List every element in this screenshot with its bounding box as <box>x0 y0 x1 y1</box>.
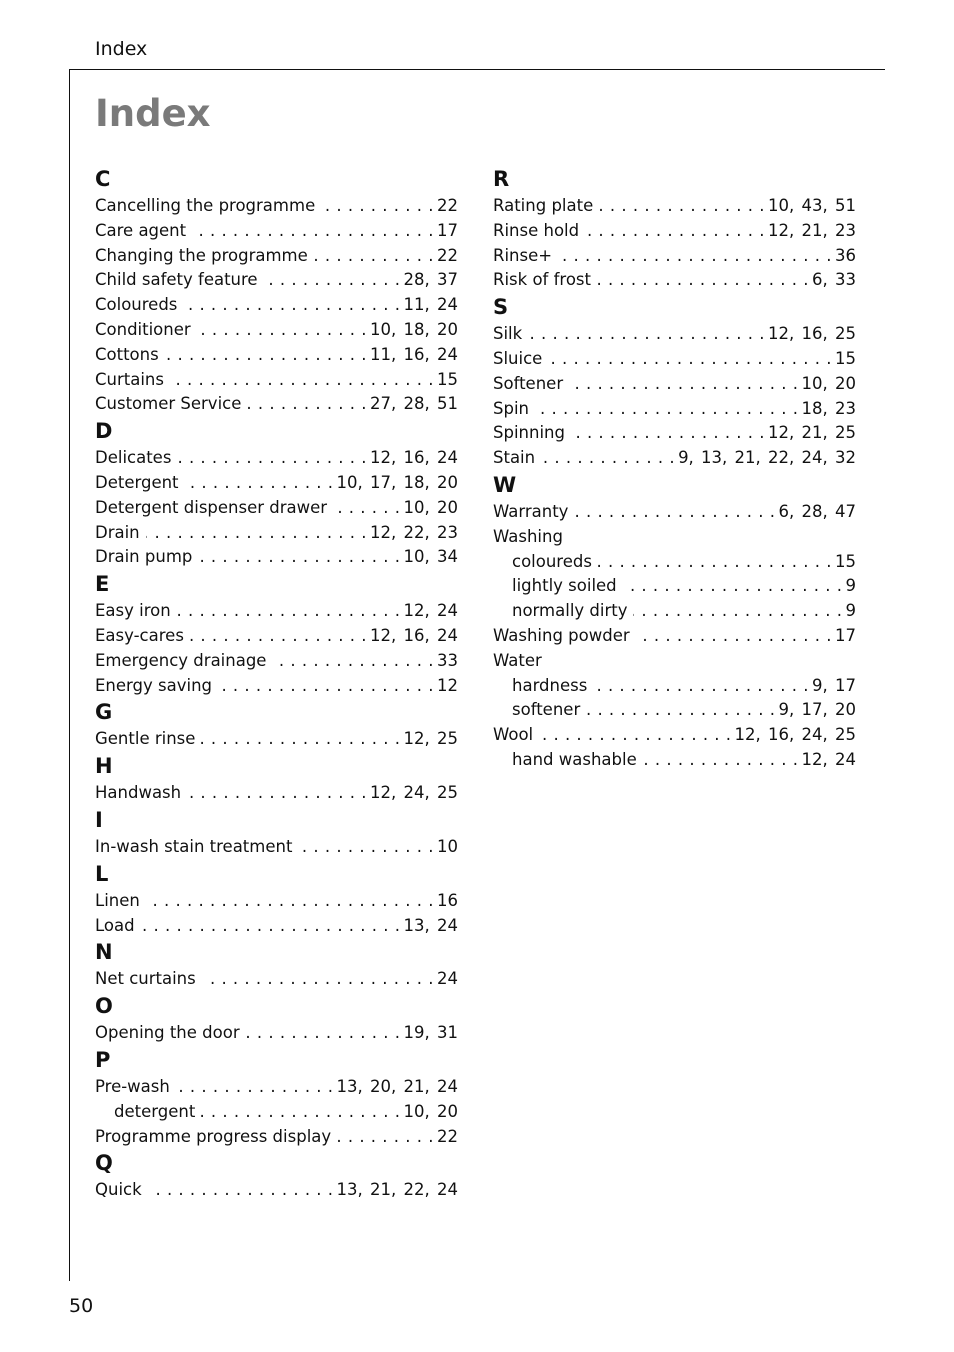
index-page-refs: 6, 28, 47 <box>778 501 856 521</box>
index-entry <box>95 727 458 752</box>
index-letter-heading: Q <box>95 1151 113 1176</box>
index-term: Rinse+ <box>493 245 553 265</box>
index-entry <box>493 397 856 422</box>
index-term: Stain <box>493 448 536 468</box>
index-page-refs: 9 <box>845 576 856 596</box>
index-term: normally dirty <box>512 601 628 621</box>
dot-leader <box>593 674 809 699</box>
dot-leader <box>541 446 675 471</box>
index-page-refs: 16 <box>437 890 458 910</box>
index-page-refs: 22 <box>437 245 458 265</box>
dot-leader <box>246 1021 401 1046</box>
index-letter-heading: L <box>95 861 109 886</box>
index-page-refs: 10 <box>437 836 458 856</box>
index-letter-heading: G <box>95 700 113 725</box>
index-page-refs: 9, 17, 20 <box>778 700 856 720</box>
index-entry <box>493 421 856 446</box>
index-page-refs: 12, 24 <box>801 749 856 769</box>
index-term: Washing powder <box>493 625 630 645</box>
index-term: Programme progress display <box>95 1126 332 1146</box>
index-page-refs: 10, 20 <box>403 497 458 517</box>
index-term: Risk of frost <box>493 270 591 290</box>
index-entry <box>493 322 856 347</box>
index-entry <box>95 967 458 992</box>
index-entry <box>493 446 856 471</box>
index-term: Washing <box>493 526 563 546</box>
dot-leader <box>636 624 832 649</box>
dot-leader <box>528 322 765 347</box>
index-subentry <box>493 550 856 575</box>
index-page-refs: 12, 21, 23 <box>768 220 856 240</box>
index-entry <box>95 268 458 293</box>
index-page-refs: 36 <box>835 245 856 265</box>
index-letter-heading: R <box>493 167 510 191</box>
index-letter-heading: E <box>95 572 110 597</box>
index-page-refs: 12, 16, 24, 25 <box>734 725 856 745</box>
index-entry <box>95 1021 458 1046</box>
index-page-refs: 15 <box>835 551 856 571</box>
index-page-refs: 17 <box>437 220 458 240</box>
index-page-refs: 6, 33 <box>812 270 856 290</box>
index-page-refs: 9, 13, 21, 22, 24, 32 <box>678 448 856 468</box>
index-term: Drain pump <box>95 547 193 567</box>
index-entry <box>493 525 856 550</box>
index-column-right <box>493 165 856 773</box>
index-entry <box>95 1178 458 1203</box>
index-letter-heading: O <box>95 994 113 1019</box>
index-term: Changing the programme <box>95 245 308 265</box>
index-entry <box>95 496 458 521</box>
index-entry <box>95 318 458 343</box>
dot-leader <box>198 545 400 570</box>
dot-leader <box>201 727 400 752</box>
index-term: Gentle rinse <box>95 729 196 749</box>
index-term: Easy iron <box>95 601 171 621</box>
dot-leader <box>146 889 434 914</box>
dot-leader <box>558 244 832 269</box>
dot-leader <box>337 1125 434 1150</box>
index-entry <box>95 624 458 649</box>
index-entry <box>493 347 856 372</box>
index-term: Emergency drainage <box>95 650 267 670</box>
index-page-refs: 10, 43, 51 <box>768 196 856 215</box>
index-entry <box>493 372 856 397</box>
index-entry <box>95 545 458 570</box>
index-entry <box>95 219 458 244</box>
index-term: Conditioner <box>95 319 191 339</box>
index-page-refs: 13, 24 <box>403 915 458 935</box>
index-page-refs: 19, 31 <box>403 1023 458 1043</box>
index-entry <box>493 500 856 525</box>
index-term: Customer Service <box>95 394 242 414</box>
index-page-refs: 9, 17 <box>812 675 856 695</box>
index-page-refs: 12, 25 <box>403 729 458 749</box>
index-term: Handwash <box>95 783 182 803</box>
page-number: 50 <box>69 1295 94 1317</box>
index-letter-heading: S <box>493 295 509 320</box>
index-page-refs: 12, 16, 24 <box>370 625 458 645</box>
index-term: Care agent <box>95 220 187 240</box>
index-letter-heading: W <box>493 472 517 497</box>
running-header: Index <box>95 38 148 60</box>
index-entry <box>95 835 458 860</box>
dot-leader <box>177 599 401 624</box>
index-entry <box>95 194 458 219</box>
index-letter-heading: P <box>95 1047 111 1072</box>
index-term: Delicates <box>95 448 172 468</box>
dot-leader <box>247 392 367 417</box>
dot-leader <box>586 698 775 723</box>
index-term: Silk <box>493 324 523 344</box>
dot-leader <box>202 967 434 992</box>
index-page-refs: 11, 24 <box>403 295 458 315</box>
dot-leader <box>598 550 832 575</box>
index-page-refs: 10, 17, 18, 20 <box>336 472 458 492</box>
index-term: In-wash stain treatment <box>95 836 293 856</box>
index-subentry <box>493 674 856 699</box>
index-page-refs: 22 <box>437 1126 458 1146</box>
index-page-refs: 12, 16, 24 <box>370 448 458 468</box>
dot-leader <box>597 268 809 293</box>
index-entry <box>95 649 458 674</box>
dot-leader <box>535 397 799 422</box>
index-column-left <box>95 165 458 1203</box>
dot-leader <box>569 372 798 397</box>
index-entry <box>493 219 856 244</box>
index-term: Water <box>493 650 542 670</box>
page-title: Index <box>95 92 211 135</box>
dot-leader <box>177 446 367 471</box>
index-term: Sluice <box>493 348 543 368</box>
index-term: Softener <box>493 373 564 393</box>
dot-leader <box>141 914 401 939</box>
dot-leader <box>585 219 765 244</box>
index-page-refs: 10, 18, 20 <box>370 319 458 339</box>
index-entry <box>95 521 458 546</box>
dot-leader <box>148 1178 334 1203</box>
dot-leader <box>643 748 799 773</box>
index-letter-heading: D <box>95 419 113 444</box>
dot-leader <box>333 496 400 521</box>
index-entry <box>95 446 458 471</box>
index-term: Spin <box>493 398 529 418</box>
dot-leader <box>633 599 842 624</box>
dot-leader <box>298 835 434 860</box>
index-page-refs: 11, 16, 24 <box>370 344 458 364</box>
dot-leader <box>165 343 367 368</box>
index-entry <box>493 244 856 269</box>
index-page-refs: 28, 37 <box>403 270 458 290</box>
dot-leader <box>539 723 731 748</box>
dot-leader <box>574 500 775 525</box>
dot-leader <box>218 674 434 699</box>
index-subentry <box>493 748 856 773</box>
index-subentry <box>493 574 856 599</box>
index-entry <box>95 1075 458 1100</box>
header-rule <box>69 69 885 70</box>
index-letter-heading: C <box>95 167 111 191</box>
index-subentry <box>493 599 856 624</box>
index-entry <box>95 293 458 318</box>
index-page-refs: 13, 20, 21, 24 <box>336 1076 458 1096</box>
index-term: Cancelling the programme <box>95 196 316 215</box>
dot-leader <box>201 1100 400 1125</box>
index-term: coloureds <box>512 551 592 571</box>
dot-leader <box>192 219 434 244</box>
index-term: Detergent <box>95 472 179 492</box>
index-term: Drain <box>95 522 140 542</box>
dot-leader <box>170 368 434 393</box>
index-term: Wool <box>493 725 534 745</box>
index-page-refs: 15 <box>437 369 458 389</box>
index-term: Rinse hold <box>493 220 580 240</box>
index-letter-heading: I <box>95 807 103 832</box>
index-entry <box>95 599 458 624</box>
dot-leader <box>264 268 401 293</box>
index-page-refs: 12, 22, 23 <box>370 522 458 542</box>
dot-leader <box>314 244 434 269</box>
dot-leader <box>176 1075 334 1100</box>
index-term: Coloureds <box>95 295 178 315</box>
index-subentry <box>95 1100 458 1125</box>
index-entry <box>95 781 458 806</box>
index-entry <box>95 244 458 269</box>
dot-leader <box>272 649 434 674</box>
index-entry <box>95 392 458 417</box>
index-entry <box>95 674 458 699</box>
index-entry <box>493 624 856 649</box>
dot-leader <box>187 781 367 806</box>
index-page-refs: 10, 20 <box>403 1101 458 1121</box>
index-page-refs: 10, 34 <box>403 547 458 567</box>
index-page-refs: 17 <box>835 625 856 645</box>
index-page-refs: 33 <box>437 650 458 670</box>
index-page-refs: 27, 28, 51 <box>370 394 458 414</box>
index-page-refs: 24 <box>437 969 458 989</box>
index-entry <box>95 471 458 496</box>
index-page-refs: 12, 16, 25 <box>768 324 856 344</box>
index-term: Cottons <box>95 344 159 364</box>
dot-leader <box>571 421 765 446</box>
dot-leader <box>197 318 367 343</box>
index-entry <box>493 194 856 219</box>
dot-leader <box>623 574 843 599</box>
index-page-refs: 12, 24, 25 <box>370 783 458 803</box>
index-term: softener <box>512 700 581 720</box>
margin-rule <box>69 69 70 1281</box>
index-page-refs: 22 <box>437 196 458 215</box>
index-term: Linen <box>95 890 140 910</box>
index-entry <box>95 368 458 393</box>
index-page-refs: 15 <box>835 348 856 368</box>
index-term: detergent <box>114 1101 196 1121</box>
index-term: Opening the door <box>95 1023 240 1043</box>
index-page-refs: 9 <box>845 601 856 621</box>
index-letter-heading: N <box>95 940 113 965</box>
index-term: Warranty <box>493 501 569 521</box>
index-entry <box>95 889 458 914</box>
index-term: Net curtains <box>95 969 196 989</box>
index-term: Pre-wash <box>95 1076 170 1096</box>
dot-leader <box>599 194 765 219</box>
index-term: Curtains <box>95 369 164 389</box>
index-entry <box>95 343 458 368</box>
index-term: lightly soiled <box>512 576 617 596</box>
index-term: Rating plate <box>493 196 594 215</box>
index-page-refs: 12, 24 <box>403 601 458 621</box>
index-term: hand washable <box>512 749 637 769</box>
dot-leader <box>185 471 334 496</box>
index-term: Spinning <box>493 423 565 443</box>
index-entry <box>493 723 856 748</box>
index-page-refs: 13, 21, 22, 24 <box>336 1180 458 1200</box>
dot-leader <box>321 194 434 219</box>
index-entry <box>493 268 856 293</box>
index-page-refs: 10, 20 <box>801 373 856 393</box>
index-entry <box>95 1125 458 1150</box>
index-page-refs: 12 <box>437 675 458 695</box>
index-term: Detergent dispenser drawer <box>95 497 328 517</box>
index-term: hardness <box>512 675 588 695</box>
index-term: Energy saving <box>95 675 212 695</box>
dot-leader <box>146 521 367 546</box>
index-term: Quick <box>95 1180 142 1200</box>
index-term: Easy-cares <box>95 625 184 645</box>
index-entry <box>493 649 856 674</box>
index-page-refs: 18, 23 <box>801 398 856 418</box>
dot-leader <box>183 293 400 318</box>
dot-leader <box>548 347 832 372</box>
index-page-refs: 12, 21, 25 <box>768 423 856 443</box>
index-subentry <box>493 698 856 723</box>
index-entry <box>95 914 458 939</box>
index-letter-heading: H <box>95 754 113 779</box>
index-term: Load <box>95 915 135 935</box>
index-term: Child safety feature <box>95 270 258 290</box>
dot-leader <box>190 624 367 649</box>
